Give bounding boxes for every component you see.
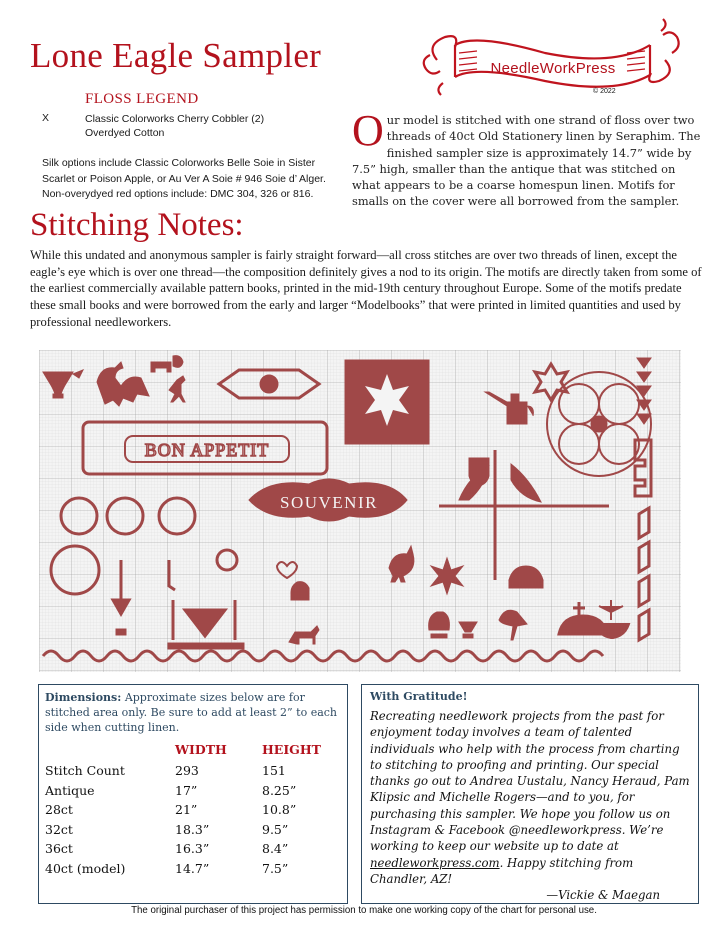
dimensions-intro-text: Approximate sizes below are for stitched area only. Be sure to add at least 2” to each side when cutting linen. bbox=[45, 691, 338, 734]
gratitude-text: Recreating needlework projects from the past for enjoyment today involves a team of talented individuals who help with the process from charting to stitching to proofing and printing. Our special thanks go out to Andrea Uustalu, Nancy Heraud, Pam Klipsic and Michelle Rogers—and to you, for purchasing this sampler. We hope you follow us on Instagram & Facebook @needleworkpress. We’re working to keep our website up to date at bbox=[370, 709, 690, 854]
footer-permission: The original purchaser of this project has permission to make one working copy of the chart for personal use. bbox=[131, 905, 597, 916]
floss-item-name: Classic Colorworks Cherry Cobbler (2) bbox=[85, 113, 265, 125]
silk-options: Silk options include Classic Colorworks Belle Soie in Sister Scarlet or Poison Apple, or Au Ver A Soie # 946 Soie d’ Alger. bbox=[42, 157, 326, 185]
row-height: 8.25” bbox=[262, 782, 297, 798]
row-label: 40ct (model) bbox=[45, 860, 126, 876]
dimensions-intro bbox=[45, 690, 341, 735]
band-text-souvenir: SOUVENIR bbox=[280, 493, 378, 512]
row-width: 14.7” bbox=[175, 860, 210, 876]
row-height: 8.4” bbox=[262, 841, 289, 856]
intro-paragraph bbox=[352, 106, 702, 210]
floss-options bbox=[42, 156, 342, 203]
row-height: 10.8” bbox=[262, 802, 297, 817]
band-text-bon-appetit: BON APPETIT bbox=[144, 440, 270, 460]
dimensions-header-blank bbox=[45, 739, 175, 761]
table-row bbox=[45, 859, 321, 879]
table-row bbox=[45, 800, 321, 820]
table-row bbox=[45, 820, 321, 840]
row-width: 17” bbox=[175, 782, 198, 798]
sampler-chart bbox=[39, 350, 681, 672]
row-label: 28ct bbox=[45, 802, 73, 817]
gratitude-body bbox=[370, 708, 690, 904]
dimensions-box bbox=[38, 684, 348, 904]
row-width: 16.3” bbox=[175, 841, 210, 856]
gratitude-text-end: . Happy stitching from Chandler, AZ! bbox=[370, 855, 634, 886]
row-width: 293 bbox=[175, 763, 199, 778]
page-title: Lone Eagle Sampler bbox=[30, 36, 322, 75]
website-link[interactable]: needleworkpress.com bbox=[370, 855, 500, 870]
dimensions-header-height: HEIGHT bbox=[262, 742, 321, 757]
stitching-notes-heading: Stitching Notes: bbox=[30, 207, 244, 243]
row-height: 7.5” bbox=[262, 860, 289, 876]
gratitude-title: With Gratitude! bbox=[370, 690, 468, 703]
floss-item-type: Overdyed Cotton bbox=[85, 127, 165, 139]
motif-jug bbox=[429, 612, 450, 638]
table-row bbox=[45, 781, 321, 801]
table-row bbox=[45, 761, 321, 781]
floss-item bbox=[85, 112, 264, 140]
dimensions-header-width: WIDTH bbox=[175, 742, 227, 757]
stitching-notes-body: While this undated and anonymous sampler is fairly straight forward—all cross stitches are over two threads of linen, except the eagle’s eye which is over one thread—the composition definitely gives a nod to its origin. The motifs are directly taken from some of the earliest commercially available pattern books, printed in the mid-19th century throughout Europe. Some of the motifs predate these small books and were borrowed from the early and larger “Modelbooks” that were printed in limited quantities and used by professional needleworkers. bbox=[30, 248, 702, 329]
row-label: Stitch Count bbox=[45, 763, 125, 778]
signature: —Vickie & Maegan bbox=[546, 888, 660, 903]
gratitude-box bbox=[361, 684, 699, 904]
nonoverdyed-options: Non-overydyed red options include: DMC 304, 326 or 816. bbox=[42, 188, 314, 200]
motif-part bbox=[591, 416, 607, 432]
floss-legend-heading: FLOSS LEGEND bbox=[85, 91, 199, 107]
row-label: 32ct bbox=[45, 821, 73, 837]
row-width: 21” bbox=[175, 802, 198, 817]
floss-symbol: X bbox=[42, 112, 50, 124]
dimensions-label: Dimensions: bbox=[45, 691, 122, 704]
row-width: 18.3” bbox=[175, 821, 210, 837]
motif-tombstone bbox=[291, 582, 309, 600]
row-height: 151 bbox=[262, 763, 286, 778]
row-label: Antique bbox=[45, 782, 95, 798]
logo-text: NeedleWorkPress bbox=[490, 60, 616, 77]
row-height: 9.5” bbox=[262, 821, 289, 837]
row-label: 36ct bbox=[45, 841, 73, 856]
motif-lozenge-center bbox=[260, 375, 278, 393]
dimensions-header-row bbox=[45, 739, 321, 761]
drop-cap: O bbox=[352, 106, 384, 155]
intro-text: ur model is stitched with one strand of floss over two threads of 40ct Old Stationery linen by Seraphim. The finished sampler size is approximately 14.7” wide by 7.5” high, smaller than the antique that was stitched on what appears to be a coarse homespun linen. Motifs for smalls on the cover were all borrowed from the sampler. bbox=[352, 113, 701, 209]
copyright: © 2022 bbox=[593, 88, 616, 95]
table-row bbox=[45, 839, 321, 859]
dimensions-table bbox=[45, 739, 321, 878]
needleworkpress-logo bbox=[415, 15, 685, 100]
